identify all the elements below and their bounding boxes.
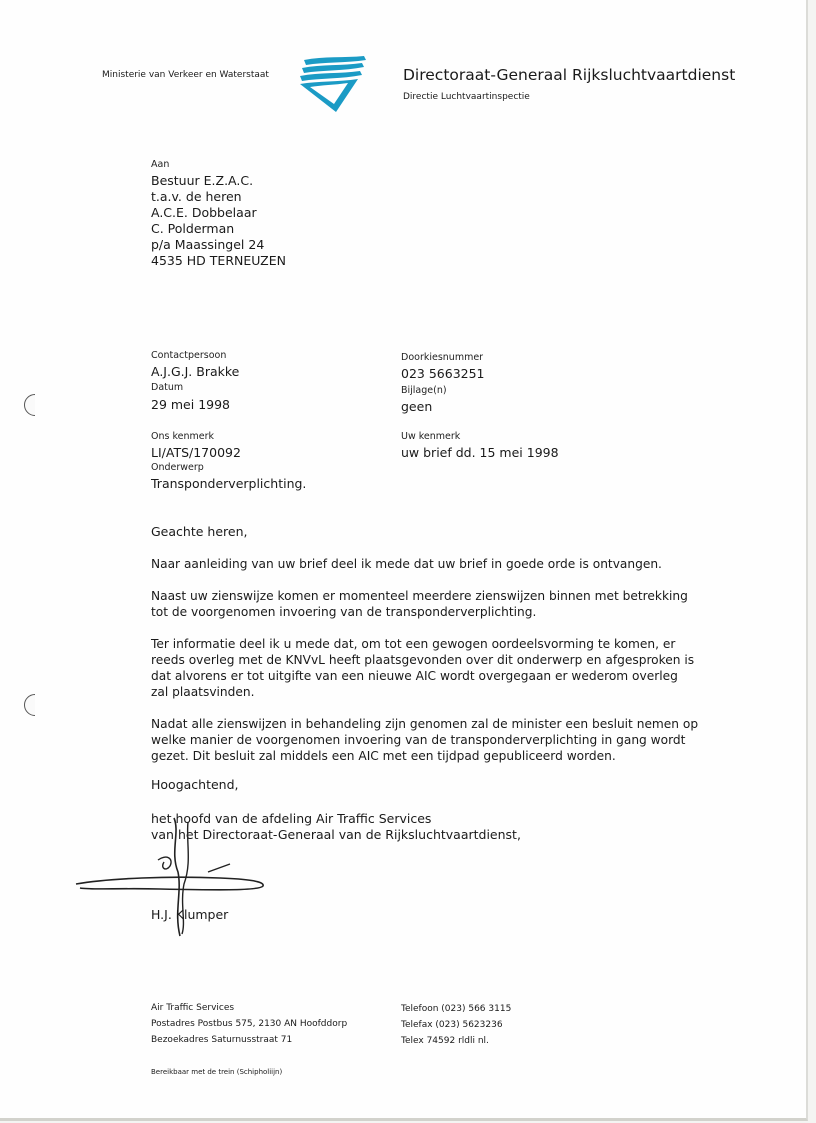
- contact-value: A.J.G.J. Brakke: [151, 364, 240, 379]
- department-name: Directie Luchtvaartinspectie: [403, 92, 530, 102]
- rld-logo-icon: [296, 54, 372, 116]
- salutation: Geachte heren,: [151, 524, 248, 539]
- footer-right-line: Telex 74592 rldli nl.: [401, 1036, 489, 1046]
- subject-label: Onderwerp: [151, 462, 204, 473]
- footer-left-line: Air Traffic Services: [151, 1003, 235, 1013]
- date-value: 29 mei 1998: [151, 397, 231, 412]
- signature-line-1: het hoofd van de afdeling Air Traffic Services: [151, 811, 432, 826]
- footer-right-line: Telefoon (023) 566 3115: [401, 1004, 512, 1014]
- punch-hole-top: [24, 394, 46, 416]
- directorate-title: Directoraat-Generaal Rijksluchtvaartdienst: [403, 66, 736, 84]
- addressee-line: C. Polderman: [151, 221, 235, 236]
- addressee-line: p/a Maassingel 24: [151, 237, 265, 252]
- punch-hole-bottom: [24, 694, 46, 716]
- footer-note: Bereikbaar met de trein (Schipholiijn): [151, 1068, 283, 1076]
- attachments-label: Bijlage(n): [401, 385, 447, 396]
- footer-left-line: Bezoekadres Saturnusstraat 71: [151, 1035, 293, 1045]
- paragraph-4-line: welke manier de voorgenomen invoering van de transponderverplichting in gang wordt: [151, 733, 686, 747]
- our-reference-label: Ons kenmerk: [151, 431, 215, 442]
- signature-line-2: van het Directoraat-Generaal van de Rijksluchtvaartdienst,: [151, 827, 521, 842]
- addressee-line: Bestuur E.Z.A.C.: [151, 173, 254, 188]
- paragraph-3-line: zal plaatsvinden.: [151, 685, 255, 699]
- your-reference-label: Uw kenmerk: [401, 431, 461, 442]
- subject-value: Transponderverplichting.: [151, 476, 307, 491]
- paragraph-3-line: dat alvorens er tot uitgifte van een nieuwe AIC wordt overgegaan er wederom overleg: [151, 669, 678, 683]
- paragraph-4-line: gezet. Dit besluit zal middels een AIC met een tijdpad gepubliceerd worden.: [151, 749, 616, 763]
- addressee-label: Aan: [151, 159, 170, 170]
- paragraph-3-line: reeds overleg met de KNVvL heeft plaatsgevonden over dit onderwerp en afgesproken is: [151, 653, 695, 667]
- addressee-line: A.C.E. Dobbelaar: [151, 205, 257, 220]
- date-label: Datum: [151, 382, 184, 393]
- paragraph-3-line: Ter informatie deel ik u mede dat, om tot een gewogen oordeelsvorming te komen, er: [151, 637, 676, 651]
- addressee-line: t.a.v. de heren: [151, 189, 242, 204]
- phone-value: 023 5663251: [401, 366, 485, 381]
- addressee-line: 4535 HD TERNEUZEN: [151, 253, 286, 268]
- contact-label: Contactpersoon: [151, 350, 227, 361]
- paragraph-2-line: Naast uw zienswijze komen er momenteel meerdere zienswijzen binnen met betrekking: [151, 589, 688, 603]
- paragraph-2-line: tot de voorgenomen invoering van de transponderverplichting.: [151, 605, 537, 619]
- footer-left-line: Postadres Postbus 575, 2130 AN Hoofddorp: [151, 1019, 348, 1029]
- our-reference-value: LI/ATS/170092: [151, 445, 241, 460]
- paragraph-1-line: Naar aanleiding van uw brief deel ik mede dat uw brief in goede orde is ontvangen.: [151, 557, 662, 571]
- paragraph-4-line: Nadat alle zienswijzen in behandeling zijn genomen zal de minister een besluit nemen op: [151, 717, 699, 731]
- your-reference-value: uw brief dd. 15 mei 1998: [401, 445, 559, 460]
- closing: Hoogachtend,: [151, 777, 239, 792]
- footer-right-line: Telefax (023) 5623236: [401, 1020, 503, 1030]
- handwritten-signature: [70, 812, 280, 942]
- ministry-name: Ministerie van Verkeer en Waterstaat: [102, 70, 269, 80]
- signatory-name: H.J. Klumper: [151, 907, 229, 922]
- attachments-value: geen: [401, 399, 433, 414]
- phone-label: Doorkiesnummer: [401, 352, 484, 363]
